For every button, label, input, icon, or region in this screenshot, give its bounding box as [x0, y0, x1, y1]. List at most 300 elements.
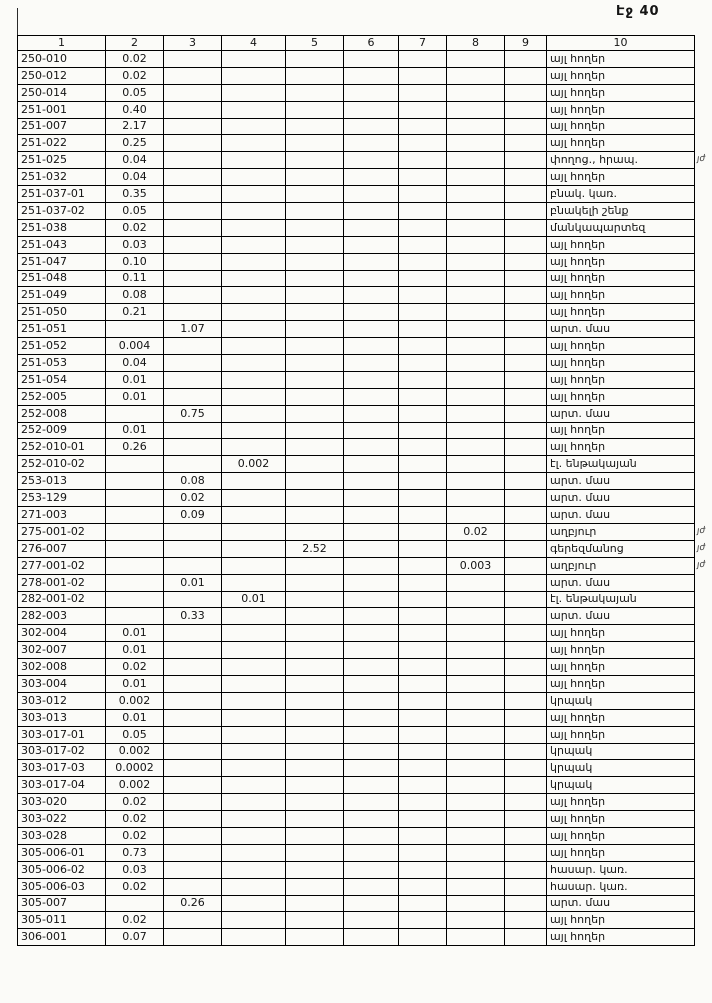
value-cell: [222, 388, 286, 405]
scan-artifact-line: [17, 8, 18, 36]
value-cell: [505, 169, 547, 186]
parcel-code-cell: 250-010: [18, 51, 106, 68]
value-cell: [106, 523, 164, 540]
value-cell: 0.01: [164, 574, 222, 591]
value-cell: [399, 794, 447, 811]
value-cell: [344, 439, 399, 456]
value-cell: [286, 743, 344, 760]
value-cell: [222, 422, 286, 439]
value-cell: [344, 777, 399, 794]
value-cell: [344, 811, 399, 828]
value-cell: [399, 557, 447, 574]
value-cell: [286, 422, 344, 439]
column-header: 9: [505, 36, 547, 51]
value-cell: 0.03: [106, 236, 164, 253]
land-use-cell: կրպակ: [547, 692, 695, 709]
land-use-cell: այլ հողեր: [547, 101, 695, 118]
table-row: [18, 777, 695, 794]
value-cell: 0.02: [164, 490, 222, 507]
value-cell: [505, 118, 547, 135]
land-use-cell: այլ հողեր: [547, 642, 695, 659]
value-cell: [222, 355, 286, 372]
value-cell: [399, 760, 447, 777]
value-cell: [505, 270, 547, 287]
value-cell: [344, 827, 399, 844]
value-cell: [344, 794, 399, 811]
value-cell: [399, 51, 447, 68]
value-cell: [344, 371, 399, 388]
table-row: [18, 338, 695, 355]
value-cell: 0.04: [106, 355, 164, 372]
parcel-code-cell: 302-007: [18, 642, 106, 659]
value-cell: [164, 287, 222, 304]
land-use-cell: բնակելի շենք: [547, 203, 695, 220]
value-cell: [164, 692, 222, 709]
value-cell: [447, 101, 505, 118]
value-cell: [286, 304, 344, 321]
value-cell: [447, 659, 505, 676]
column-header: 4: [222, 36, 286, 51]
value-cell: [399, 152, 447, 169]
value-cell: [286, 490, 344, 507]
value-cell: [447, 186, 505, 203]
value-cell: [164, 557, 222, 574]
value-cell: [286, 625, 344, 642]
value-cell: [447, 675, 505, 692]
value-cell: [344, 642, 399, 659]
land-use-cell: այլ հողեր: [547, 439, 695, 456]
value-cell: 0.05: [106, 84, 164, 101]
value-cell: [286, 659, 344, 676]
value-cell: [399, 743, 447, 760]
value-cell: [399, 253, 447, 270]
value-cell: [286, 675, 344, 692]
value-cell: [344, 203, 399, 220]
parcel-code-cell: 303-017-04: [18, 777, 106, 794]
table-row: [18, 135, 695, 152]
value-cell: [399, 844, 447, 861]
land-use-cell: այլ հողեր: [547, 355, 695, 372]
value-cell: [399, 84, 447, 101]
value-cell: [505, 625, 547, 642]
value-cell: [399, 219, 447, 236]
value-cell: [399, 473, 447, 490]
table-row: [18, 642, 695, 659]
value-cell: [447, 642, 505, 659]
parcel-code-cell: 306-001: [18, 929, 106, 946]
value-cell: [222, 912, 286, 929]
value-cell: [106, 895, 164, 912]
value-cell: [399, 929, 447, 946]
value-cell: [344, 878, 399, 895]
table-row: [18, 456, 695, 473]
value-cell: [106, 507, 164, 524]
value-cell: [399, 811, 447, 828]
value-cell: [286, 203, 344, 220]
value-cell: [222, 51, 286, 68]
value-cell: 0.02: [106, 811, 164, 828]
value-cell: 0.25: [106, 135, 164, 152]
value-cell: [505, 827, 547, 844]
value-cell: [286, 287, 344, 304]
land-use-cell: այլ հողեր: [547, 287, 695, 304]
table-row: [18, 878, 695, 895]
value-cell: [164, 811, 222, 828]
value-cell: [222, 929, 286, 946]
value-cell: [344, 67, 399, 84]
parcel-code-cell: 303-017-01: [18, 726, 106, 743]
value-cell: [286, 169, 344, 186]
value-cell: [286, 236, 344, 253]
value-cell: [399, 827, 447, 844]
value-cell: [164, 84, 222, 101]
value-cell: [447, 135, 505, 152]
value-cell: [399, 439, 447, 456]
value-cell: [286, 912, 344, 929]
land-use-cell: հասար. կառ.: [547, 861, 695, 878]
table-row: [18, 574, 695, 591]
value-cell: [447, 827, 505, 844]
value-cell: [222, 270, 286, 287]
value-cell: [505, 67, 547, 84]
land-use-cell: արտ. մաս: [547, 473, 695, 490]
value-cell: [505, 253, 547, 270]
parcel-code-cell: 302-008: [18, 659, 106, 676]
value-cell: [106, 456, 164, 473]
parcel-code-cell: 303-020: [18, 794, 106, 811]
value-cell: [286, 253, 344, 270]
value-cell: [164, 642, 222, 659]
value-cell: [286, 557, 344, 574]
value-cell: [505, 439, 547, 456]
value-cell: [164, 625, 222, 642]
table-row: [18, 371, 695, 388]
value-cell: [164, 304, 222, 321]
parcel-code-cell: 251-038: [18, 219, 106, 236]
value-cell: 0.02: [106, 794, 164, 811]
value-cell: [222, 794, 286, 811]
value-cell: [399, 777, 447, 794]
value-cell: [344, 270, 399, 287]
value-cell: [399, 355, 447, 372]
value-cell: [505, 304, 547, 321]
value-cell: 0.01: [106, 709, 164, 726]
value-cell: 0.002: [106, 743, 164, 760]
value-cell: [344, 169, 399, 186]
land-use-cell: այլ հողեր: [547, 51, 695, 68]
table-row: [18, 507, 695, 524]
value-cell: [344, 760, 399, 777]
value-cell: [505, 794, 547, 811]
data-table: [17, 35, 695, 946]
value-cell: [222, 152, 286, 169]
table-row: [18, 760, 695, 777]
land-use-cell: արտ. մաս: [547, 895, 695, 912]
value-cell: [447, 912, 505, 929]
value-cell: [164, 219, 222, 236]
value-cell: [399, 169, 447, 186]
value-cell: [344, 743, 399, 760]
land-use-cell: այլ հողեր: [547, 388, 695, 405]
value-cell: [399, 67, 447, 84]
value-cell: [505, 659, 547, 676]
value-cell: [222, 169, 286, 186]
land-use-cell: այլ հողեր: [547, 794, 695, 811]
value-cell: [344, 456, 399, 473]
table-header-row: [18, 36, 695, 51]
value-cell: [164, 388, 222, 405]
value-cell: [447, 608, 505, 625]
value-cell: [447, 321, 505, 338]
value-cell: [447, 861, 505, 878]
value-cell: 0.02: [106, 67, 164, 84]
land-use-cell: այլ հողեր: [547, 726, 695, 743]
value-cell: [344, 473, 399, 490]
value-cell: [447, 203, 505, 220]
value-cell: [447, 473, 505, 490]
table-body: [18, 51, 695, 946]
value-cell: 0.02: [106, 878, 164, 895]
value-cell: 0.01: [106, 422, 164, 439]
value-cell: [164, 371, 222, 388]
value-cell: [164, 422, 222, 439]
parcel-code-cell: 305-006-03: [18, 878, 106, 895]
value-cell: [344, 507, 399, 524]
value-cell: [164, 659, 222, 676]
value-cell: 0.01: [106, 675, 164, 692]
value-cell: [399, 422, 447, 439]
value-cell: [286, 608, 344, 625]
value-cell: [447, 895, 505, 912]
parcel-code-cell: 251-043: [18, 236, 106, 253]
land-use-cell: այլ հողեր: [547, 169, 695, 186]
column-header: 5: [286, 36, 344, 51]
value-cell: [505, 371, 547, 388]
table-row: [18, 912, 695, 929]
value-cell: [505, 692, 547, 709]
value-cell: [164, 203, 222, 220]
value-cell: 0.02: [447, 523, 505, 540]
value-cell: [222, 84, 286, 101]
value-cell: [505, 895, 547, 912]
value-cell: 0.10: [106, 253, 164, 270]
land-use-cell: էլ. ենթակայան: [547, 456, 695, 473]
value-cell: [222, 490, 286, 507]
parcel-code-cell: 251-049: [18, 287, 106, 304]
value-cell: [106, 574, 164, 591]
value-cell: [447, 219, 505, 236]
table-row: [18, 895, 695, 912]
value-cell: [505, 490, 547, 507]
land-use-cell: այլ հողեր: [547, 236, 695, 253]
value-cell: 2.52: [286, 540, 344, 557]
value-cell: [399, 878, 447, 895]
value-cell: [106, 557, 164, 574]
value-cell: [399, 642, 447, 659]
value-cell: [344, 659, 399, 676]
value-cell: [399, 236, 447, 253]
value-cell: [447, 169, 505, 186]
value-cell: [222, 219, 286, 236]
value-cell: 0.01: [106, 388, 164, 405]
table-header: [18, 36, 695, 51]
table-row: [18, 236, 695, 253]
value-cell: [286, 844, 344, 861]
value-cell: [344, 304, 399, 321]
value-cell: [286, 338, 344, 355]
value-cell: [286, 101, 344, 118]
parcel-code-cell: 303-012: [18, 692, 106, 709]
land-use-cell: այլ հողեր: [547, 827, 695, 844]
value-cell: 0.02: [106, 51, 164, 68]
value-cell: [505, 743, 547, 760]
land-use-cell: այլ հողեր: [547, 709, 695, 726]
value-cell: [286, 84, 344, 101]
value-cell: [106, 540, 164, 557]
value-cell: 0.03: [106, 861, 164, 878]
value-cell: [399, 675, 447, 692]
land-use-cell: այլ հողեր: [547, 422, 695, 439]
value-cell: [164, 253, 222, 270]
table-row: [18, 608, 695, 625]
value-cell: [399, 895, 447, 912]
value-cell: 0.08: [164, 473, 222, 490]
parcel-code-cell: 305-006-01: [18, 844, 106, 861]
value-cell: [286, 523, 344, 540]
value-cell: [399, 540, 447, 557]
value-cell: 0.01: [222, 591, 286, 608]
table-row: [18, 51, 695, 68]
value-cell: 0.002: [106, 777, 164, 794]
value-cell: [344, 422, 399, 439]
value-cell: [447, 777, 505, 794]
value-cell: [164, 51, 222, 68]
value-cell: [447, 726, 505, 743]
value-cell: [447, 152, 505, 169]
parcel-code-cell: 278-001-02: [18, 574, 106, 591]
land-use-cell: կրպակ: [547, 743, 695, 760]
value-cell: [164, 827, 222, 844]
value-cell: [222, 439, 286, 456]
parcel-code-cell: 252-010-01: [18, 439, 106, 456]
parcel-code-cell: 251-050: [18, 304, 106, 321]
value-cell: [222, 236, 286, 253]
value-cell: 0.01: [106, 625, 164, 642]
value-cell: [399, 726, 447, 743]
value-cell: [344, 490, 399, 507]
value-cell: [344, 692, 399, 709]
land-use-cell: արտ. մաս: [547, 490, 695, 507]
value-cell: [447, 67, 505, 84]
table-row: [18, 625, 695, 642]
value-cell: [222, 186, 286, 203]
table-row: [18, 659, 695, 676]
value-cell: [164, 912, 222, 929]
value-cell: [106, 321, 164, 338]
value-cell: [505, 557, 547, 574]
value-cell: [399, 135, 447, 152]
value-cell: [344, 540, 399, 557]
value-cell: [222, 287, 286, 304]
value-cell: [344, 405, 399, 422]
value-cell: [222, 760, 286, 777]
value-cell: 0.05: [106, 726, 164, 743]
land-use-cell: արտ. մաս: [547, 574, 695, 591]
value-cell: [447, 591, 505, 608]
value-cell: [286, 692, 344, 709]
value-cell: [164, 709, 222, 726]
value-cell: [164, 760, 222, 777]
parcel-code-cell: 305-006-02: [18, 861, 106, 878]
value-cell: [344, 726, 399, 743]
value-cell: [399, 287, 447, 304]
table-row: [18, 675, 695, 692]
value-cell: [505, 591, 547, 608]
table-row: [18, 186, 695, 203]
value-cell: [222, 895, 286, 912]
value-cell: [344, 186, 399, 203]
table-row: [18, 557, 695, 574]
value-cell: [399, 371, 447, 388]
column-header: 6: [344, 36, 399, 51]
value-cell: 1.07: [164, 321, 222, 338]
value-cell: [286, 371, 344, 388]
value-cell: [164, 861, 222, 878]
table-row: [18, 84, 695, 101]
value-cell: [286, 574, 344, 591]
value-cell: [344, 152, 399, 169]
value-cell: [447, 574, 505, 591]
parcel-code-cell: 302-004: [18, 625, 106, 642]
value-cell: [344, 118, 399, 135]
value-cell: [447, 405, 505, 422]
column-header: 10: [547, 36, 695, 51]
table-row: [18, 827, 695, 844]
value-cell: 0.01: [106, 642, 164, 659]
value-cell: [286, 777, 344, 794]
value-cell: [222, 253, 286, 270]
table-row: [18, 861, 695, 878]
table-row: [18, 811, 695, 828]
parcel-code-cell: 251-048: [18, 270, 106, 287]
value-cell: [399, 186, 447, 203]
value-cell: 0.05: [106, 203, 164, 220]
value-cell: [222, 338, 286, 355]
value-cell: [447, 844, 505, 861]
value-cell: [447, 625, 505, 642]
table-row: [18, 304, 695, 321]
table-row: [18, 709, 695, 726]
value-cell: [505, 321, 547, 338]
value-cell: 0.09: [164, 507, 222, 524]
value-cell: [164, 794, 222, 811]
value-cell: [222, 67, 286, 84]
value-cell: [399, 203, 447, 220]
table-row: [18, 118, 695, 135]
value-cell: [164, 355, 222, 372]
value-cell: [399, 591, 447, 608]
value-cell: 0.02: [106, 912, 164, 929]
value-cell: [505, 84, 547, 101]
value-cell: [505, 777, 547, 794]
table-row: [18, 540, 695, 557]
value-cell: [447, 439, 505, 456]
value-cell: [505, 355, 547, 372]
value-cell: [164, 338, 222, 355]
land-use-cell: բնակ. կառ.: [547, 186, 695, 203]
value-cell: [399, 270, 447, 287]
value-cell: [505, 101, 547, 118]
